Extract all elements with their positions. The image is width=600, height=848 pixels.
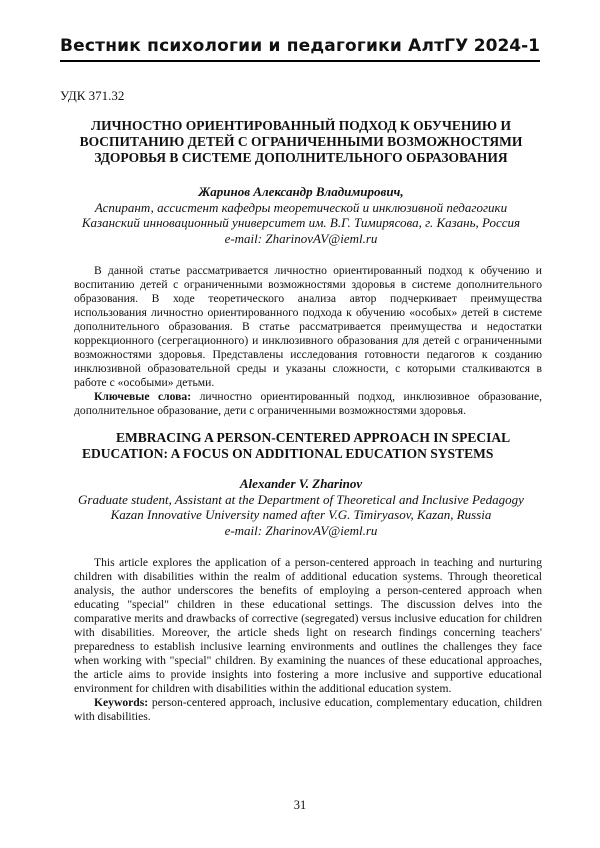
abstract-english [74, 556, 542, 724]
keywords-ru-text: личностно ориентированный подход, инклюзивное образование, дополнительное образование, дети с ограниченными возможностями здоровья. [74, 390, 542, 417]
author-block-english [60, 476, 542, 538]
affiliation-ru-1: Аспирант, ассистент кафедры теоретической и инклюзивной педагогики [60, 200, 542, 216]
author-name-en: Alexander V. Zharinov [60, 476, 542, 492]
keywords-ru [74, 390, 542, 418]
title-russian [60, 118, 542, 166]
title-english [82, 430, 542, 462]
title-ru-line: ЛИЧНОСТНО ОРИЕНТИРОВАННЫЙ ПОДХОД К ОБУЧЕНИЮ И [60, 118, 542, 134]
udk-code: УДК 371.32 [60, 88, 542, 104]
title-en-line: EDUCATION: A FOCUS ON ADDITIONAL EDUCATION SYSTEMS [82, 446, 542, 462]
keywords-ru-label: Ключевые слова: [94, 390, 191, 403]
author-name-ru: Жаринов Александр Владимирович, [60, 184, 542, 200]
article-content [60, 88, 542, 724]
running-header [60, 36, 540, 62]
issue-year: 2024-1 [474, 36, 540, 56]
keywords-en-text: person-centered approach, inclusive education, complementary education, children with disabilities. [74, 696, 542, 723]
abstract-ru-text: В данной статье рассматривается личностно ориентированный подход к обучению и воспитанию детей с ограниченными возможностями здоровья в системе дополнительного образования. В ходе теоретического анализа автор подчеркивает преимущества использования личностно ориентированного подхода к обучению «особых» детей в системе дополнительного образования. В статье рассматривается преимущества и недостатки коррекционного (сегрегационного) и инклюзивного образования для детей с ограниченными возможностями здоровья. Представлены исследования готовности педагогов к созданию инклюзивной образовательной среды и указаны сложности, с которыми сталкиваются в работе с «особыми» детьми. [74, 264, 542, 390]
page-number: 31 [0, 798, 600, 813]
affiliation-en-2: Kazan Innovative University named after V.G. Timiryasov, Kazan, Russia [60, 507, 542, 523]
title-en-line: EMBRACING A PERSON-CENTERED APPROACH IN SPECIAL [82, 430, 542, 446]
author-block-russian [60, 184, 542, 246]
affiliation-en-1: Graduate student, Assistant at the Department of Theoretical and Inclusive Pedagogy [60, 492, 542, 508]
email-en: e-mail: ZharinovAV@ieml.ru [60, 523, 542, 539]
title-ru-line: ЗДОРОВЬЯ В СИСТЕМЕ ДОПОЛНИТЕЛЬНОГО ОБРАЗОВАНИЯ [60, 150, 542, 166]
keywords-en-label: Keywords: [94, 696, 148, 709]
abstract-en-text: This article explores the application of a person-centered approach in teaching and nurturing children with disabilities within the realm of additional education systems. Through theoretical analysis, the author underscores the benefits of employing a person-centered approach when educating "special" children in these educational settings. The discussion delves into the comparative merits and drawbacks of corrective (segregated) versus inclusive education for children with disabilities. Moreover, the article sheds light on research findings concerning teachers' preparedness to establish inclusive learning environments and outlines the challenges they face when working with "special" children. By examining the nuances of these educational approaches, the article aims to provide insights into fostering a more inclusive and supportive educational environment for children with disabilities within the additional education system. [74, 556, 542, 696]
journal-title: Вестник психологии и педагогики АлтГУ [60, 36, 469, 56]
title-ru-line: ВОСПИТАНИЮ ДЕТЕЙ С ОГРАНИЧЕННЫМИ ВОЗМОЖНОСТЯМИ [60, 134, 542, 150]
abstract-russian [74, 264, 542, 418]
affiliation-ru-2: Казанский инновационный университет им. В.Г. Тимирясова, г. Казань, Россия [60, 215, 542, 231]
email-ru: e-mail: ZharinovAV@ieml.ru [60, 231, 542, 247]
keywords-en [74, 696, 542, 724]
